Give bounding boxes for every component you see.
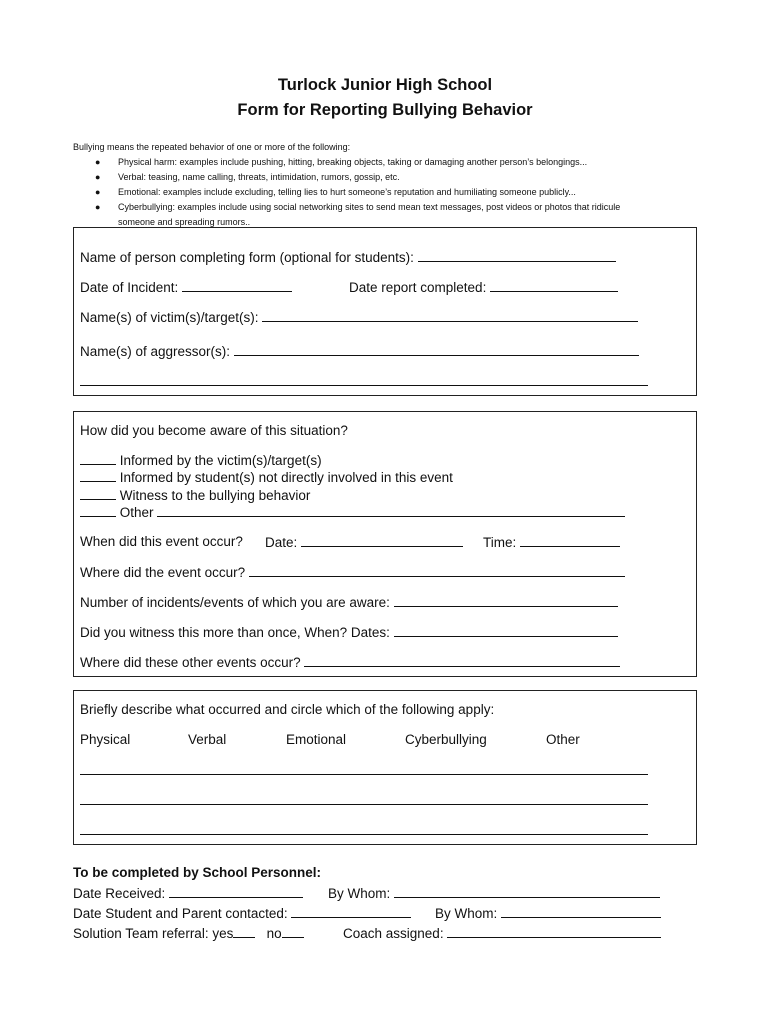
- awareness-question: How did you become aware of this situation?: [80, 423, 348, 438]
- describe-label: Briefly describe what occurred and circle which of the following apply:: [80, 702, 495, 717]
- definition-list: [73, 155, 713, 230]
- solution-no-field[interactable]: [282, 925, 304, 938]
- solution-team-label: Solution Team referral: yes: [73, 926, 234, 941]
- witness-more-label: Did you witness this more than once, When? Dates:: [80, 625, 390, 640]
- date-incident-row: [80, 279, 292, 296]
- contacted-by-label: By Whom:: [435, 906, 498, 921]
- description-field[interactable]: [80, 762, 648, 775]
- date-report-row: [349, 279, 618, 296]
- event-date-label: Date:: [265, 535, 298, 550]
- coach-field[interactable]: [447, 925, 661, 938]
- name-completing-label: Name of person completing form (optional for students):: [80, 250, 414, 265]
- other-field[interactable]: [157, 504, 625, 517]
- coach-row: [343, 925, 661, 942]
- event-time-field[interactable]: [520, 534, 620, 547]
- date-contacted-field[interactable]: [291, 905, 411, 918]
- date-incident-label: Date of Incident:: [80, 280, 179, 295]
- date-received-row: [73, 885, 303, 902]
- where-other-row: [80, 654, 620, 671]
- bullet-icon: ●: [95, 187, 101, 197]
- option-checkline[interactable]: [80, 504, 116, 517]
- where-row: [80, 564, 625, 581]
- description-field[interactable]: [80, 822, 648, 835]
- date-contacted-label: Date Student and Parent contacted:: [73, 906, 288, 921]
- option-checkline[interactable]: [80, 469, 116, 482]
- option-checkline[interactable]: [80, 452, 116, 465]
- number-field[interactable]: [394, 594, 618, 607]
- name-completing-row: [80, 249, 616, 266]
- option-checkline[interactable]: [80, 487, 116, 500]
- date-received-label: Date Received:: [73, 886, 166, 901]
- received-by-row: [328, 885, 660, 902]
- definition-item: ● Verbal: teasing, name calling, threats, intimidation, rumors, gossip, etc.: [73, 170, 713, 185]
- date-report-field[interactable]: [490, 279, 618, 292]
- description-section: [73, 690, 697, 845]
- where-field[interactable]: [249, 564, 625, 577]
- reporter-info-section: [73, 227, 697, 396]
- definition-item-continued: someone and spreading rumors..: [118, 217, 251, 227]
- definition-item: ● Emotional: examples include excluding, telling lies to hurt someone’s reputation and humiliating someone publicly...: [73, 185, 713, 200]
- school-name: Turlock Junior High School: [277, 76, 493, 94]
- form-title: Form for Reporting Bullying Behavior: [237, 101, 533, 119]
- awareness-option-other: Other: [80, 504, 625, 521]
- awareness-option-witness: Witness to the bullying behavior: [80, 487, 310, 504]
- event-time-row: [483, 534, 620, 551]
- solution-yes-field[interactable]: [233, 925, 255, 938]
- description-line: [80, 792, 648, 809]
- aggressors-field[interactable]: [234, 343, 639, 356]
- where-label: Where did the event occur?: [80, 565, 246, 580]
- event-date-row: [265, 534, 463, 551]
- victims-field[interactable]: [262, 309, 638, 322]
- type-verbal[interactable]: Verbal: [188, 732, 227, 747]
- date-contacted-row: [73, 905, 411, 922]
- solution-team-row: [73, 925, 304, 942]
- where-other-label: Where did these other events occur?: [80, 655, 301, 670]
- when-label: When did this event occur?: [80, 534, 243, 549]
- date-report-label: Date report completed:: [349, 280, 487, 295]
- coach-label: Coach assigned:: [343, 926, 444, 941]
- type-emotional[interactable]: Emotional: [286, 732, 347, 747]
- type-other[interactable]: Other: [546, 732, 580, 747]
- event-time-label: Time:: [483, 535, 517, 550]
- type-cyberbullying[interactable]: Cyberbullying: [405, 732, 487, 747]
- solution-no-label: no: [266, 926, 282, 941]
- witness-dates-field[interactable]: [394, 624, 618, 637]
- contacted-by-row: [435, 905, 661, 922]
- awareness-option-student: Informed by student(s) not directly involved in this event: [80, 469, 453, 486]
- aggressors-extra-row: [80, 373, 648, 390]
- description-field[interactable]: [80, 792, 648, 805]
- where-other-field[interactable]: [304, 654, 620, 667]
- awareness-option-victim: Informed by the victim(s)/target(s): [80, 452, 322, 469]
- type-physical[interactable]: Physical: [80, 732, 131, 747]
- awareness-section: [73, 411, 697, 677]
- event-date-field[interactable]: [301, 534, 463, 547]
- definition-intro: Bullying means the repeated behavior of one or more of the following:: [73, 142, 351, 152]
- description-line: [80, 762, 648, 779]
- definition-item: ● Cyberbullying: examples include using social networking sites to send mean text messages, post videos or photos that ridicule: [73, 200, 713, 215]
- description-line: [80, 822, 648, 839]
- bullet-icon: ●: [95, 172, 101, 182]
- aggressors-row: [80, 343, 639, 360]
- number-row: [80, 594, 618, 611]
- received-by-field[interactable]: [394, 885, 660, 898]
- contacted-by-field[interactable]: [501, 905, 661, 918]
- personnel-heading: To be completed by School Personnel:: [73, 865, 322, 880]
- received-by-label: By Whom:: [328, 886, 391, 901]
- bullet-icon: ●: [95, 157, 101, 167]
- bullet-icon: ●: [95, 202, 101, 212]
- aggressors-label: Name(s) of aggressor(s):: [80, 344, 231, 359]
- name-completing-field[interactable]: [418, 249, 616, 262]
- victims-label: Name(s) of victim(s)/target(s):: [80, 310, 259, 325]
- victims-row: [80, 309, 638, 326]
- number-label: Number of incidents/events of which you are aware:: [80, 595, 390, 610]
- aggressors-extra-field[interactable]: [80, 373, 648, 386]
- date-incident-field[interactable]: [182, 279, 292, 292]
- witness-more-row: [80, 624, 618, 641]
- definition-item: ● Physical harm: examples include pushing, hitting, breaking objects, taking or damaging another person’s belongings...: [73, 155, 713, 170]
- date-received-field[interactable]: [169, 885, 303, 898]
- bullying-definition: [73, 140, 713, 230]
